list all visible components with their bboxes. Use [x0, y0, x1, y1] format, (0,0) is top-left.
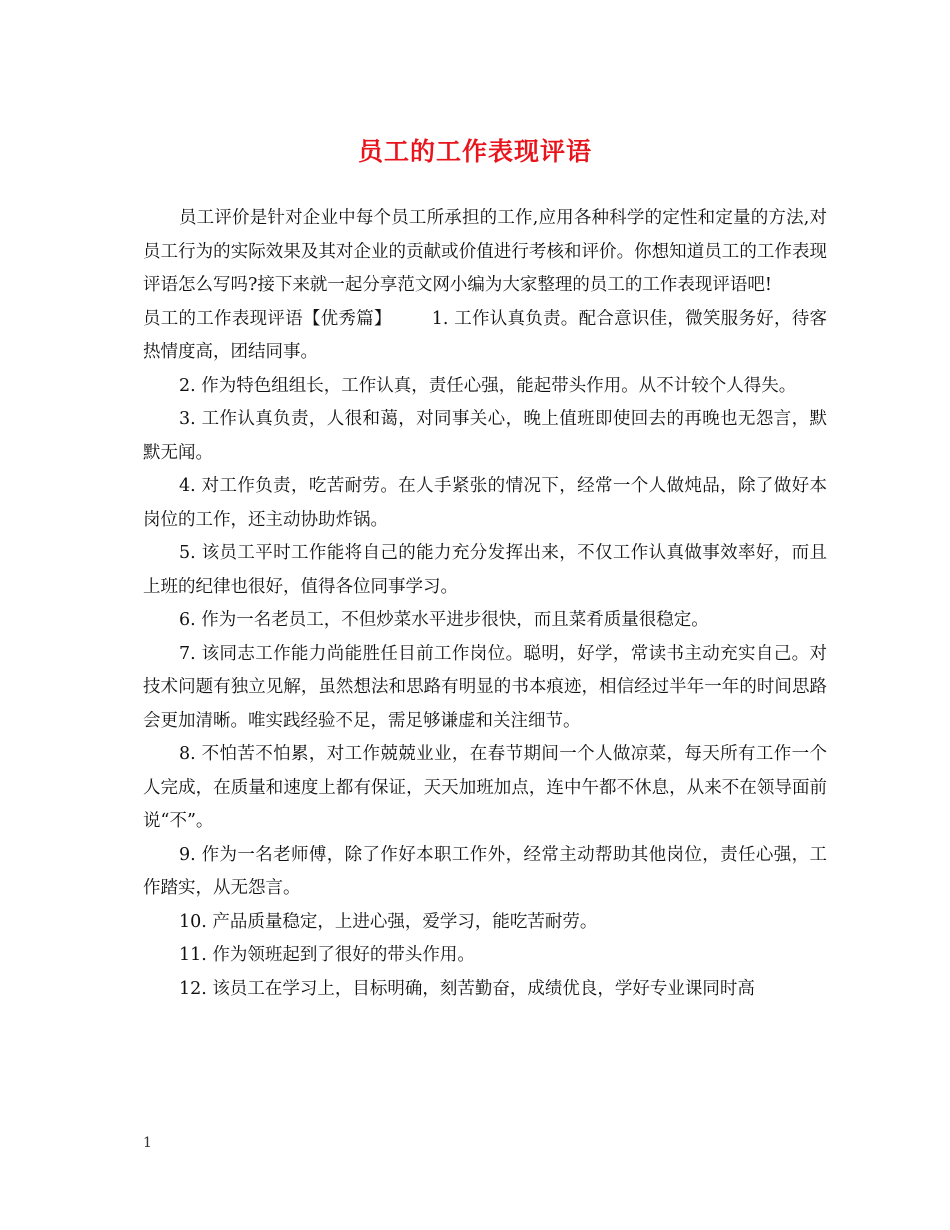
list-item-6: 6. 作为一名老员工，不但炒菜水平进步很快，而且菜肴质量很稳定。 — [179, 610, 709, 630]
page-number: 1 — [143, 1135, 152, 1151]
list-item-12: 12. 该员工在学习上，目标明确，刻苦勤奋，成绩优良，学好专业课同时高 — [179, 978, 755, 999]
list-item-3: 3. 工作认真负责，人很和蔼，对同事关心，晚上值班即使回去的再晚也无怨言，默默无闻。 — [143, 409, 827, 463]
document-body — [143, 202, 827, 1006]
list-item-8: 8. 不怕苦不怕累，对工作兢兢业业，在春节期间一个人做凉菜，每天所有工作一个人完成，在质量和速度上都有保证，天天加班加点，连中午都不休息，从来不在领导面前说“不”。 — [143, 744, 827, 831]
list-item-1: 1. 工作认真负责。配合意识佳，微笑服务好，待客热情度高，团结同事。 — [143, 308, 828, 362]
section-heading: 员工的工作表现评语【优秀篇】 — [143, 308, 392, 329]
list-item-4: 4. 对工作负责，吃苦耐劳。在人手紧张的情况下，经常一个人做炖品，除了做好本岗位的工作，还主动协助炸锅。 — [143, 476, 827, 530]
list-item-5: 5. 该员工平时工作能将自己的能力充分发挥出来，不仅工作认真做事效率好，而且上班的纪律也很好，值得各位同事学习。 — [143, 543, 827, 597]
section-line — [143, 303, 827, 370]
intro-paragraph: 员工评价是针对企业中每个员工所承担的工作,应用各种科学的定性和定量的方法,对员工行为的实际效果及其对企业的贡献或价值进行考核和评价。你想知道员工的工作表现评语怎么写吗?接下来就一起分享范文网小编为大家整理的员工的工作表现评语吧! — [143, 208, 827, 295]
list-item-2: 2. 作为特色组组长，工作认真，责任心强，能起带头作用。从不计较个人得失。 — [179, 375, 797, 396]
list-item-9: 9. 作为一名老师傅，除了作好本职工作外，经常主动帮助其他岗位，责任心强，工作踏实，从无怨言。 — [143, 844, 827, 898]
list-item-10: 10. 产品质量稳定，上进心强，爱学习，能吃苦耐劳。 — [179, 911, 598, 932]
list-item-7: 7. 该同志工作能力尚能胜任目前工作岗位。聪明，好学，常读书主动充实自己。对技术问题有独立见解，虽然想法和思路有明显的书本痕迹，相信经过半年一年的时间思路会更加清晰。唯实践经验不足，需足够谦虚和关注细节。 — [143, 643, 827, 731]
document-title: 员工的工作表现评语 — [357, 137, 592, 166]
list-item-11: 11. 作为领班起到了很好的带头作用。 — [179, 945, 475, 965]
